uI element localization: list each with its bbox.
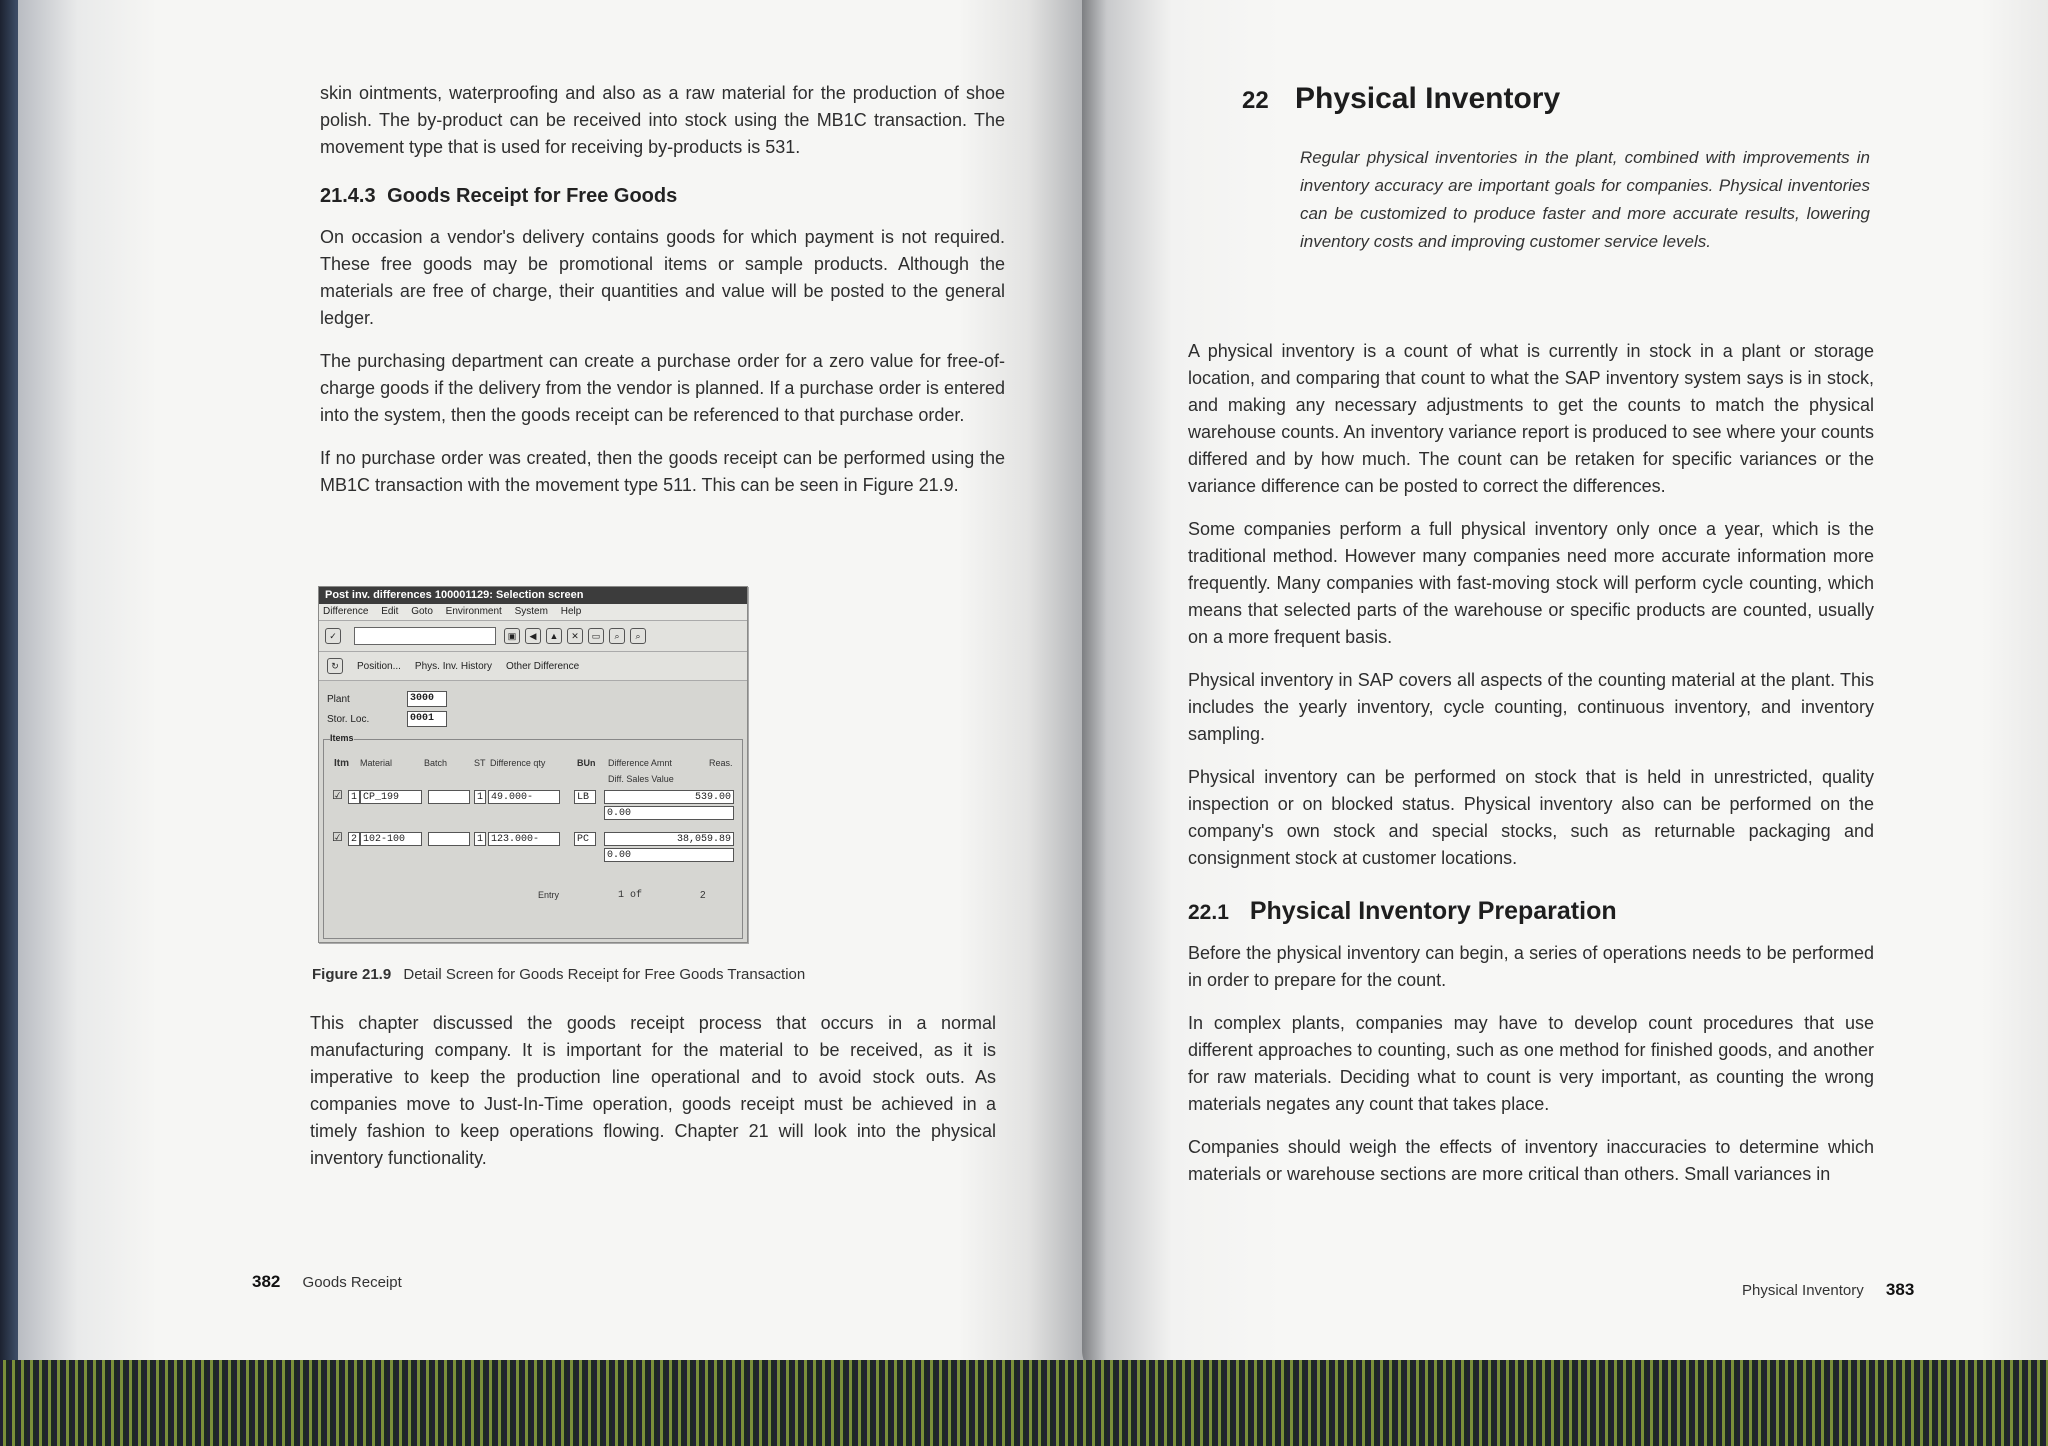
right-paragraph-5: Before the physical inventory can begin, a series of operations needs to be performed in order to prepare for the count. xyxy=(1188,943,1874,990)
position-button: Position... xyxy=(357,660,401,672)
right-paragraph-3: Physical inventory in SAP covers all aspects of the counting material at the plant. This includes the yearly inventory, cycle counting, continuous inventory, and inventory sampling. xyxy=(1188,670,1874,744)
left-paragraph-3: The purchasing department can create a purchase order for a zero value for free-of-charge goods if the delivery from the vendor is planned. If a purchase order is entered into the system, then the goods receipt can be referenced to that purchase order. xyxy=(320,351,1005,425)
plant-label: Plant xyxy=(327,693,350,705)
right-paragraph-1: A physical inventory is a count of what is currently in stock in a plant or storage location, and comparing that count to what the SAP inventory system says is in stock, and making any necessary adjustments to get the counts to match the physical warehouse counts. An inventory variance report is produced to see where your counts differed and by how much. The count can be retaken for specific variances or the variance difference can be posted to correct the differences. xyxy=(1188,341,1874,496)
sap-toolbar xyxy=(319,621,747,652)
row-1-material: CP_199 xyxy=(360,790,422,804)
menu-environment: Environment xyxy=(445,606,502,617)
entry-total: 2 xyxy=(700,890,706,901)
left-page-closing xyxy=(310,1010,996,1188)
row-2-sales-value: 0.00 xyxy=(604,848,734,862)
scan-bottom-strip xyxy=(0,1360,2048,1446)
section-heading-22-1 xyxy=(1188,898,1874,926)
col-st: ST xyxy=(474,758,486,768)
right-paragraph-2: Some companies perform a full physical inventory only once a year, which is the traditional method. However many companies need more accurate information more frequently. Many companies with fast-moving stock will perform cycle counting, which means that selected parts of the warehouse or specific products are counted, usually on a more frequent basis. xyxy=(1188,519,1874,647)
row-1-item: 1 xyxy=(348,790,360,804)
menu-difference: Difference xyxy=(323,606,369,617)
left-paragraph-1: skin ointments, waterproofing and also as a raw material for the production of shoe polish. The by-product can be received into stock using the MB1C transaction. The movement type that is used for receiving by-products is 531. xyxy=(320,83,1005,157)
row-2-bun: PC xyxy=(574,832,596,846)
col-difference-qty: Difference qty xyxy=(490,758,546,768)
right-folio xyxy=(1742,1280,1914,1300)
menu-goto: Goto xyxy=(411,606,433,617)
right-paragraph-6: In complex plants, companies may have to develop count procedures that use different approaches to counting, such as one method for finished goods, and another for raw materials. Deciding what to count is very important, as counting the wrong materials negates any count that takes place. xyxy=(1188,1013,1874,1114)
save-icon: ▣ xyxy=(504,628,520,644)
command-field xyxy=(354,627,496,645)
row-1-st: 1 xyxy=(474,790,486,804)
figure-caption-label: Figure 21.9 xyxy=(312,966,392,983)
row-1-batch xyxy=(428,790,470,804)
col-diff-sales-value: Diff. Sales Value xyxy=(608,774,674,784)
find-icon: ⌕ xyxy=(609,628,625,644)
right-page-number: 383 xyxy=(1885,1280,1915,1299)
phys-inv-history-button: Phys. Inv. History xyxy=(414,660,492,672)
figure-caption-text: Detail Screen for Goods Receipt for Free Goods Transaction xyxy=(403,966,806,983)
find-next-icon: ⌕ xyxy=(630,628,646,644)
left-running-head: Goods Receipt xyxy=(302,1274,402,1291)
row-1-bun: LB xyxy=(574,790,596,804)
right-paragraph-7: Companies should weigh the effects of inventory inaccuracies to determine which materials or warehouse sections are more critical than others. Small variances in xyxy=(1188,1137,1874,1184)
stor-loc-row xyxy=(319,709,747,729)
right-section-title: Physical Inventory Preparation xyxy=(1249,897,1617,925)
refresh-icon: ↻ xyxy=(327,658,343,674)
chapter-intro: Regular physical inventories in the plant, combined with improvements in inventory accuracy are important goals for companies. Physical inventories can be customized to produce faster and more accurate results, lowering inventory costs and improving customer service levels. xyxy=(1300,148,1870,251)
exit-icon: ▲ xyxy=(546,628,562,644)
print-icon: ▭ xyxy=(588,628,604,644)
row-2-checkbox: ☑ xyxy=(332,830,343,844)
col-batch: Batch xyxy=(424,758,448,768)
col-reas: Reas. xyxy=(709,758,733,768)
menu-edit: Edit xyxy=(381,606,399,617)
cancel-icon: ✕ xyxy=(567,628,583,644)
row-1-amount: 539.00 xyxy=(604,790,734,804)
entry-label: Entry xyxy=(538,890,560,900)
chapter-heading xyxy=(1242,82,1560,116)
col-itm: Itm xyxy=(334,758,349,769)
left-folio xyxy=(252,1272,402,1292)
section-number: 21.4.3 xyxy=(320,185,376,207)
row-1-checkbox: ☑ xyxy=(332,788,343,802)
row-2-material: 102-100 xyxy=(360,832,422,846)
sap-window-title: Post inv. differences 100001129: Selection screen xyxy=(319,587,747,604)
chapter-number: 22 xyxy=(1242,87,1269,114)
plant-value: 3000 xyxy=(407,691,447,707)
row-1-qty: 49.000- xyxy=(488,790,560,804)
menu-help: Help xyxy=(560,606,582,617)
left-paragraph-4: If no purchase order was created, then the goods receipt can be performed using the MB1C transaction with the movement type 511. This can be seen in Figure 21.9. xyxy=(320,448,1005,495)
back-icon: ◀ xyxy=(525,628,541,644)
col-bun: BUn xyxy=(577,758,596,768)
figure-sap-screenshot xyxy=(318,586,748,943)
menu-system: System xyxy=(514,606,548,617)
entry-value: 1 of xyxy=(618,890,643,901)
items-group xyxy=(323,733,743,939)
row-2-batch xyxy=(428,832,470,846)
row-2-st: 1 xyxy=(474,832,486,846)
left-paragraph-2: On occasion a vendor's delivery contains goods for which payment is not required. These free goods may be promotional items or sample products. Although the materials are free of charge, their quantities and value will be posted to the general ledger. xyxy=(320,227,1005,328)
sap-application-bar xyxy=(319,652,747,681)
check-icon: ✓ xyxy=(325,628,341,644)
figure-caption xyxy=(312,966,805,983)
chapter-title: Physical Inventory xyxy=(1295,82,1561,115)
sap-menu-bar xyxy=(319,604,747,621)
right-section-number: 22.1 xyxy=(1188,901,1229,924)
left-page-number: 382 xyxy=(252,1272,281,1291)
row-2-item: 2 xyxy=(348,832,360,846)
section-heading-21-4-3 xyxy=(320,183,1005,210)
stor-loc-value: 0001 xyxy=(407,711,447,727)
stor-loc-label: Stor. Loc. xyxy=(327,713,370,725)
right-page-body xyxy=(1188,338,1874,1204)
row-2-amount: 38,059.89 xyxy=(604,832,734,846)
plant-row xyxy=(319,689,747,709)
right-paragraph-4: Physical inventory can be performed on stock that is held in unrestricted, quality inspection or on blocked status. Physical inventory also can be performed on the company's own stock and special stocks, such as returnable packaging and consignment stock at customer locations. xyxy=(1188,767,1874,868)
row-2-qty: 123.000- xyxy=(488,832,560,846)
row-1-sales-value: 0.00 xyxy=(604,806,734,820)
col-difference-amnt: Difference Amnt xyxy=(608,758,672,768)
items-label: Items xyxy=(330,733,354,743)
right-running-head: Physical Inventory xyxy=(1742,1282,1864,1299)
left-paragraph-5: This chapter discussed the goods receipt process that occurs in a normal manufacturing company. It is important for the material to be received, as it is imperative to keep the production line operational and to avoid stock outs. As companies move to Just-In-Time operation, goods receipt must be achieved in a timely fashion to keep operations flowing. Chapter 21 will look into the physical inventory functionality. xyxy=(310,1013,996,1168)
left-page-body xyxy=(320,80,1005,515)
other-difference-button: Other Difference xyxy=(505,660,580,672)
col-material: Material xyxy=(360,758,393,768)
section-title: Goods Receipt for Free Goods xyxy=(387,185,678,207)
